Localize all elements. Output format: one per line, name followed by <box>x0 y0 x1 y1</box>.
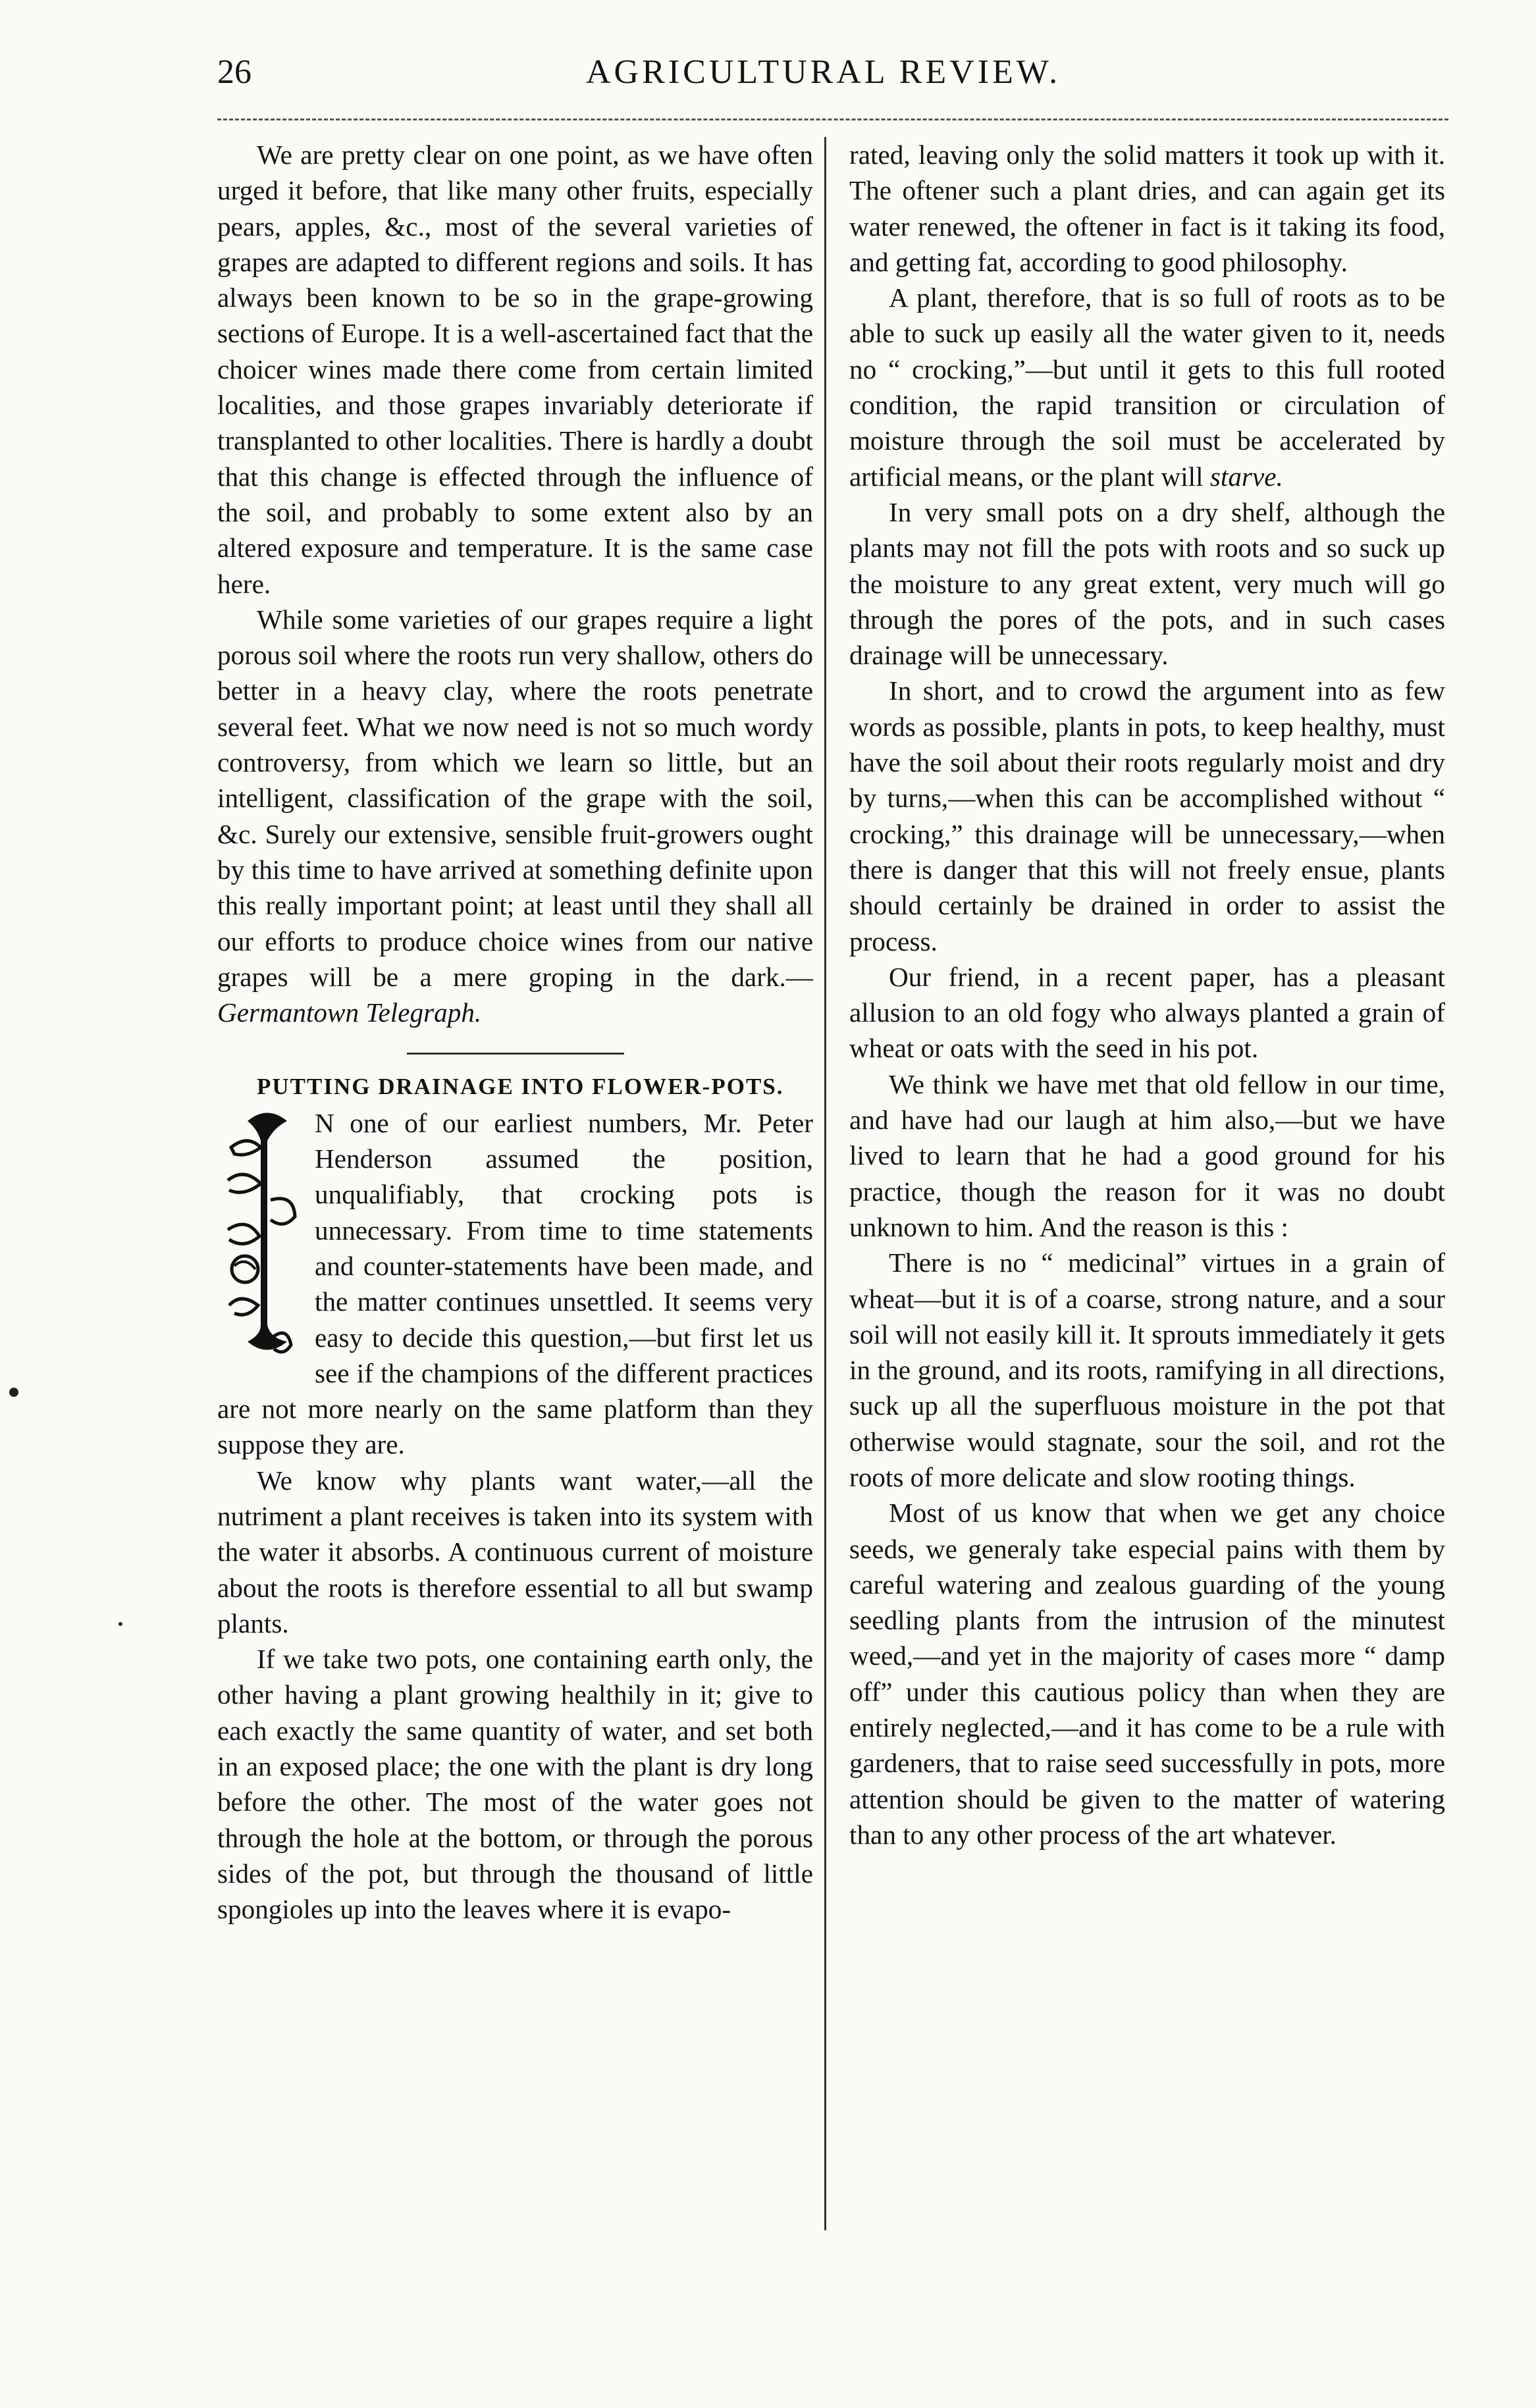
paragraph: We know why plants want water,—all the nutriment a plant receives is taken into its system with the water it absorbs. A continuous current of moisture about the roots is therefore essential to all but swamp plants. <box>217 1465 813 1638</box>
ornamental-initial-icon <box>221 1108 305 1358</box>
paragraph: Our friend, in a recent paper, has a pleasant allusion to an old fogy who always planted a grain of wheat or oats with the seed in his pot. <box>849 961 1445 1064</box>
paragraph-text: A plant, therefore, that is so full of roots as to be able to suck up easily all the water given to it, needs no “ crocking,”—but until it gets to this full rooted condition, the rapid transition or circulation of moisture through the soil must be accelerated by artificial means, or the plant will <box>849 282 1445 492</box>
right-column <box>849 137 1445 1852</box>
paragraph: There is no “ medicinal” virtues in a grain of wheat—but it is of a coarse, strong nature, and a sour soil will not easily kill it. It sprouts immediately it gets in the ground, and its roots, ramifying in all directions, suck up all the superfluous moisture in the pot that otherwise would stagnate, sour the soil, and rot the roots of more delicate and slow rooting things. <box>849 1247 1445 1492</box>
column-divider <box>824 137 826 2230</box>
page-number: 26 <box>217 53 252 91</box>
article-heading: PUTTING DRAINAGE INTO FLOWER-POTS. <box>257 1074 784 1100</box>
paragraph: We think we have met that old fellow in our time, and have had our laugh at him also,—but we have lived to learn that he had a good ground for his practice, though the reason for it was no doubt unknown to him. And the reason is this : <box>849 1068 1445 1242</box>
header-rule <box>217 118 1448 120</box>
ink-dot <box>9 1388 18 1397</box>
article-separator <box>407 1053 624 1055</box>
source-citation: Germantown Telegraph. <box>217 997 482 1028</box>
running-head: AGRICULTURAL REVIEW. <box>586 53 1061 91</box>
paragraph <box>849 280 1445 494</box>
page-header <box>217 46 1448 105</box>
ink-dot <box>119 1622 122 1626</box>
emphasis: starve. <box>1209 461 1283 492</box>
paragraph: Most of us know that when we get any choice seeds, we generaly take especial pains with them by careful watering and zealous guarding of the young seedling plants from the intrusion of the minutest weed,—and yet in the majority of cases more “ damp off” under this cautious policy than when they are entirely neglected,—and it has come to be a rule with gardeners, that to raise seed successfully in pots, more attention should be given to the matter of watering than to any other process of the art whatever. <box>849 1498 1445 1850</box>
paragraph <box>217 1105 813 1463</box>
left-column <box>217 137 813 1927</box>
paragraph-text: N one of our earliest numbers, Mr. Peter Henderson assumed the position, unqualifiably, that crocking pots is unnecessary. From time to time statements and counter-statements have been made, and the matter continues unsettled. It seems very easy to decide this question,—but first let us see if the champions of the different practices are not more nearly on the same platform than they suppose they are. <box>217 1107 813 1460</box>
paragraph: In very small pots on a dry shelf, although the plants may not fill the pots with roots and so suck up the moisture to any great extent, very much will go through the pores of the pots, and in such cases drainage will be unnecessary. <box>849 496 1445 671</box>
paragraph: If we take two pots, one containing earth only, the other having a plant growing healthily in it; give to each exactly the same quantity of water, and set both in an exposed place; the one with the plant is dry long before the other. The most of the water goes not through the hole at the bottom, or through the porous sides of the pot, but through the thousand of little spongioles up into the leaves where it is evapo- <box>217 1644 813 1925</box>
paragraph-text: While some varieties of our grapes require a light porous soil where the roots run very shallow, others do better in a heavy clay, where the roots penetrate several feet. What we now need is not so much wordy controversy, from which we learn so little, but an intelligent, classification of the grape with the soil, &c. Surely our extensive, sensible fruit-growers ought by this time to have arrived at something definite upon this really important point; at least until they shall all our efforts to produce choice wines from our native grapes will be a mere groping in the dark.— <box>217 604 813 992</box>
paragraph: We are pretty clear on one point, as we have often urged it before, that like many other fruits, especially pears, apples, &c., most of the several varieties of grapes are adapted to different regions and soils. It has always been known to be so in the grape-growing sections of Europe. It is a well-ascertained fact that the choicer wines made there come from certain limited localities, and those grapes invariably deteriorate if transplanted to other localities. There is hardly a doubt that this change is effected through the influence of the soil, and probably to some extent also by an altered exposure and temperature. It is the same case here. <box>217 140 813 599</box>
paragraph: rated, leaving only the solid matters it took up with it. The oftener such a plant dries, and can again get its water renewed, the oftener in fact is it taking its food, and getting fat, according to good philosophy. <box>849 140 1445 277</box>
paragraph <box>217 602 813 1031</box>
paragraph: In short, and to crowd the argument into as few words as possible, plants in pots, to keep healthy, must have the soil about their roots regularly moist and dry by turns,—when this can be accomplished without “ crocking,” this drainage will be unnecessary,—when there is danger that this will not freely ensue, plants should certainly be drained in order to assist the process. <box>849 675 1445 956</box>
